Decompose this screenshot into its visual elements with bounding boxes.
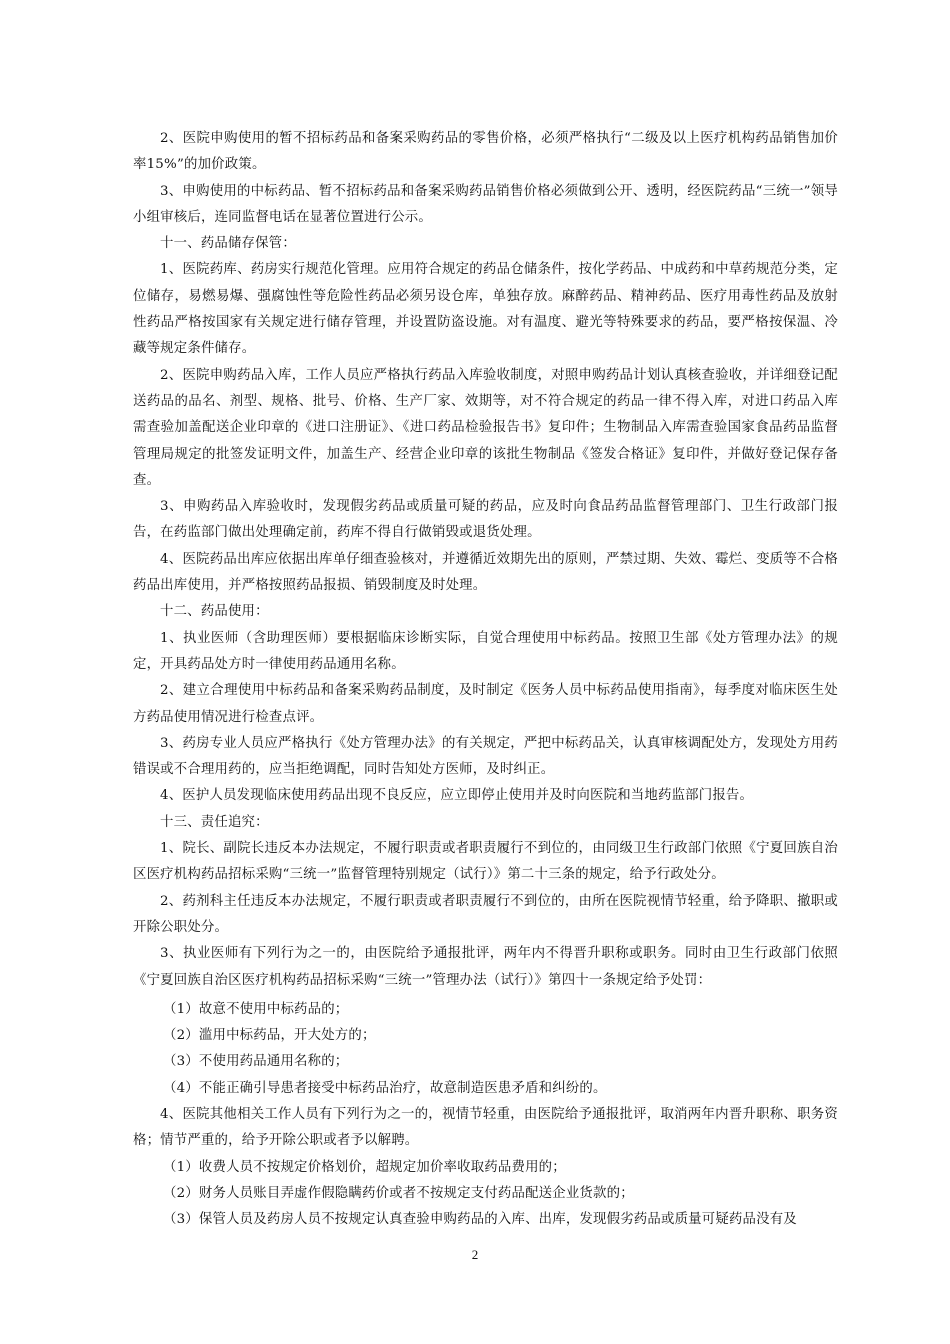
list-item: （2）财务人员账目弄虚作假隐瞒药价或者不按规定支付药品配送企业货款的； xyxy=(163,1185,634,1201)
list-item: （4）不能正确引导患者接受中标药品治疗，故意制造医患矛盾和纠纷的。 xyxy=(163,1080,607,1096)
paragraph: 2、医院申购药品入库，工作人员应严格执行药品入库验收制度，对照申购药品计划认真核查验收，并详细登记配送药品的品名、剂型、规格、批号、价格、生产厂家、效期等，对不符合规定的药品一律不得入库，对进口药品入库需查验加盖配送企业印章的《进口注册证》、《进口药品检验报告书》复印件；生物制品入库需查验国家食品药品监督管理局规定的批签发证明文件，加盖生产、经营企业印章的该批生物制品《签发合格证》复印件，并做好登记保存备查。 xyxy=(133,367,838,488)
list-item: （3）不使用药品通用名称的； xyxy=(163,1054,349,1070)
paragraph: 3、药房专业人员应严格执行《处方管理办法》的有关规定，严把中标药品关，认真审核调配处方，发现处方用药错误或不合理用药的，应当拒绝调配，同时告知处方医师，及时纠正。 xyxy=(133,735,838,778)
list-item: （1）收费人员不按规定价格划价，超规定加价率收取药品费用的； xyxy=(163,1159,566,1175)
paragraph: 3、执业医师有下列行为之一的，由医院给予通报批评，两年内不得晋升职称或职务。同时由卫生行政部门依照《宁夏回族自治区医疗机构药品招标采购“三统一”管理办法（试行）》第四十一条规定给予处罚： xyxy=(133,946,838,988)
page-number: 2 xyxy=(471,1247,479,1262)
paragraph: 2、建立合理使用中标药品和备案采购药品制度，及时制定《医务人员中标药品使用指南》，每季度对临床医生处方药品使用情况进行检查点评。 xyxy=(133,683,838,725)
section-heading: 十三、责任追究： xyxy=(160,814,269,830)
list-item: （1）故意不使用中标药品的； xyxy=(163,1001,349,1017)
paragraph: 4、医院药品出库应依据出库单仔细查验核对，并遵循近效期先出的原则，严禁过期、失效、霉烂、变质等不合格药品出库使用，并严格按照药品报损、销毁制度及时处理。 xyxy=(133,551,838,594)
paragraph: 2、医院申购使用的暂不招标药品和备案采购药品的零售价格，必须严格执行“二级及以上医疗机构药品销售加价率15%”的加价政策。 xyxy=(133,131,838,173)
section-heading: 十一、药品储存保管： xyxy=(160,236,296,252)
paragraph: 2、药剂科主任违反本办法规定，不履行职责或者职责履行不到位的，由所在医院视情节轻重，给予降职、撤职或开除公职处分。 xyxy=(133,893,838,935)
document-body xyxy=(133,126,838,1233)
paragraph: 4、医院其他相关工作人员有下列行为之一的，视情节轻重，由医院给予通报批评，取消两年内晋升职称、职务资格；情节严重的，给予开除公职或者予以解聘。 xyxy=(133,1106,838,1149)
paragraph: 3、申购药品入库验收时，发现假劣药品或质量可疑的药品，应及时向食品药品监督管理部门、卫生行政部门报告，在药监部门做出处理确定前，药库不得自行做销毁或退货处理。 xyxy=(133,499,838,541)
paragraph: 4、医护人员发现临床使用药品出现不良反应，应立即停止使用并及时向医院和当地药监部门报告。 xyxy=(160,788,754,804)
paragraph: 1、医院药库、药房实行规范化管理。应用符合规定的药品仓储条件，按化学药品、中成药和中草药规范分类，定位储存，易燃易爆、强腐蚀性等危险性药品必须另设仓库，单独存放。麻醉药品、精神药品、医疗用毒性药品及放射性药品严格按国家有关规定进行储存管理，并设置防盗设施。对有温度、避光等特殊要求的药品，要严格按保温、冷藏等规定条件储存。 xyxy=(133,262,838,357)
list-item: （2）滥用中标药品，开大处方的； xyxy=(163,1028,376,1044)
paragraph: 1、院长、副院长违反本办法规定，不履行职责或者职责履行不到位的，由同级卫生行政部门依照《宁夏回族自治区医疗机构药品招标采购“三统一”监督管理特别规定（试行）》第二十三条的规定，给予行政处分。 xyxy=(133,841,838,883)
list-item: （3）保管人员及药房人员不按规定认真查验申购药品的入库、出库，发现假劣药品或质量可疑药品没有及 xyxy=(163,1212,797,1228)
section-heading: 十二、药品使用： xyxy=(160,604,269,620)
paragraph: 1、执业医师（含助理医师）要根据临床诊断实际，自觉合理使用中标药品。按照卫生部《处方管理办法》的规定，开具药品处方时一律使用药品通用名称。 xyxy=(133,630,838,672)
paragraph: 3、申购使用的中标药品、暂不招标药品和备案采购药品销售价格必须做到公开、透明，经医院药品“三统一”领导小组审核后，连同监督电话在显著位置进行公示。 xyxy=(133,183,838,225)
